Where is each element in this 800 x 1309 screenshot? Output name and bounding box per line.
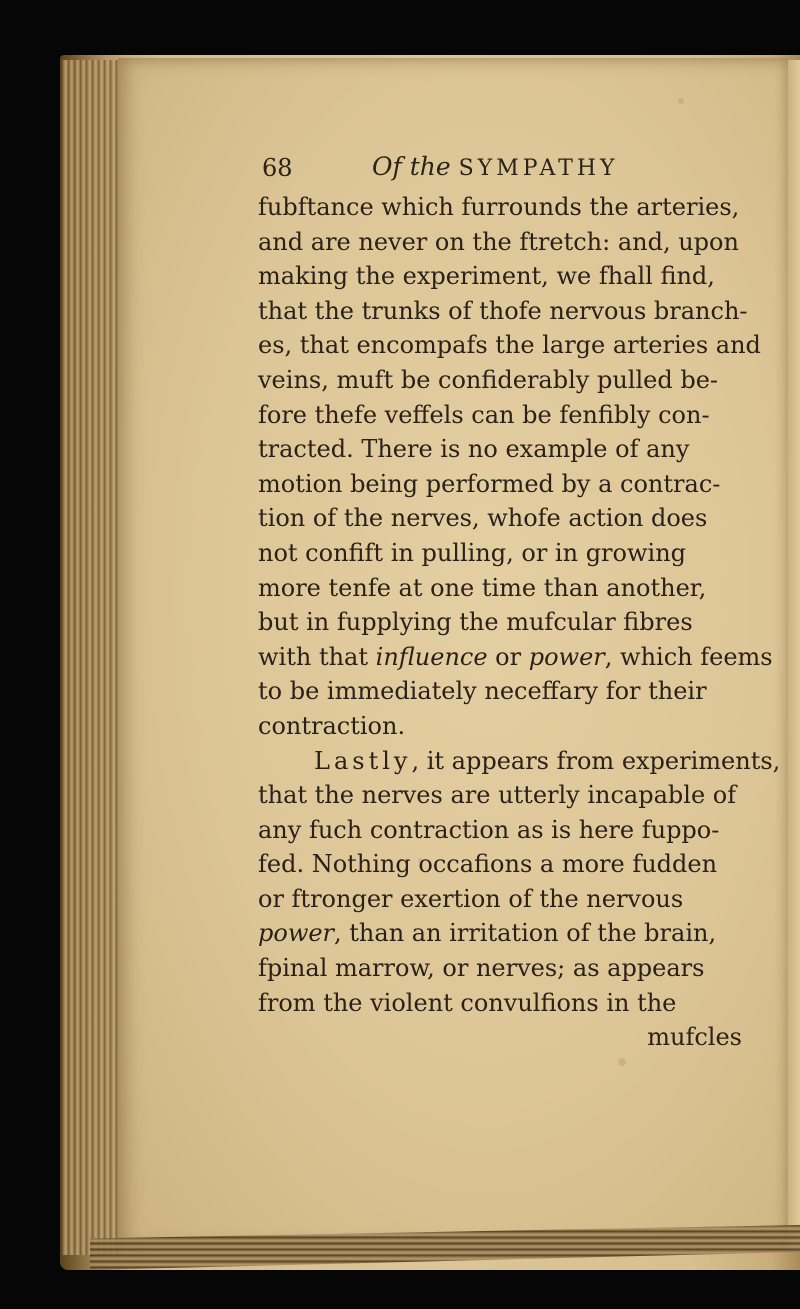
foxing-spot	[678, 98, 684, 104]
text-line: fed. Nothing occafions a more fudden	[258, 850, 718, 879]
text-line: and are never on the ftretch: and, upon	[258, 227, 739, 256]
text-line: fore thefe veffels can be fenfibly con-	[258, 400, 710, 429]
text-line: fubftance which furrounds the arteries,	[258, 193, 740, 221]
text-line: from the violent convulfions in the	[258, 988, 677, 1017]
text-line: to be immediately neceffary for their	[258, 677, 707, 706]
text-line: or ftronger exertion of the nervous	[258, 884, 684, 913]
page-header	[262, 152, 742, 192]
text-line	[258, 640, 773, 675]
text-line: more tenfe at one time than another,	[258, 573, 707, 602]
paragraph-start-line	[258, 744, 781, 779]
text-line: contraction.	[258, 711, 406, 740]
body-text	[258, 190, 781, 1055]
italic-word: power	[528, 642, 605, 671]
foxing-spot	[618, 1058, 626, 1066]
text-line: any fuch contraction as is here fuppo-	[258, 815, 720, 844]
running-title-prefix: Of the	[372, 152, 451, 181]
text-line	[258, 916, 742, 951]
text-segment: or	[487, 642, 529, 671]
page-edges-left	[62, 60, 120, 1255]
text-line: but in fupplying the mufcular fibres	[258, 608, 693, 637]
text-line: es, that encompafs the large arteries and	[258, 331, 761, 360]
text-line: motion being performed by a contrac-	[258, 469, 721, 498]
page-number: 68	[262, 154, 293, 182]
catchword: mufcles	[647, 1023, 742, 1052]
text-segment: , which feems	[604, 642, 773, 671]
text-segment: with that	[258, 642, 376, 671]
text-segment: , than an irritation of the brain,	[334, 919, 717, 948]
running-title-main: SYMPATHY	[458, 156, 619, 181]
text-line: fpinal marrow, or nerves; as appears	[258, 954, 705, 983]
text-segment: , it appears from experiments,	[411, 746, 781, 775]
text-line: that the trunks of thofe nervous branch-	[258, 296, 748, 325]
text-line: tion of the nerves, whofe action does	[258, 504, 708, 533]
italic-word: power	[258, 919, 335, 948]
text-line: that the nerves are utterly incapable of	[258, 781, 737, 810]
running-title	[372, 152, 619, 181]
small-caps-lead-word: Lastly	[314, 746, 412, 775]
text-line: tracted. There is no example of any	[258, 435, 690, 464]
text-line: making the experiment, we fhall find,	[258, 262, 715, 291]
text-line: veins, muft be confiderably pulled be-	[258, 365, 719, 394]
italic-word: influence	[375, 642, 488, 671]
text-line: not confift in pulling, or in growing	[258, 538, 687, 567]
